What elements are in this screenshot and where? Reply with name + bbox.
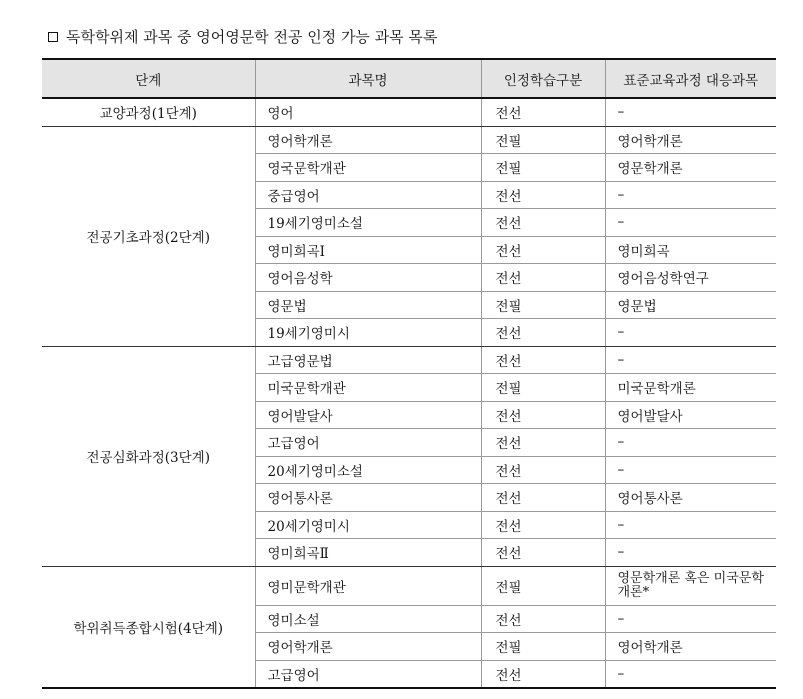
subject-cell: 영어학개론 [255, 126, 481, 154]
subject-cell: 20세기영미시 [255, 511, 481, 539]
table-header-row [42, 59, 776, 98]
equivalent-cell: – [605, 181, 776, 209]
subject-cell: 영문법 [255, 291, 481, 319]
table-row [42, 98, 776, 126]
subject-cell: 19세기영미소설 [255, 209, 481, 237]
header-type: 인정학습구분 [481, 59, 605, 98]
equivalent-cell: – [605, 98, 776, 126]
table-row [42, 346, 776, 374]
stage-cell: 전공심화과정(3단계) [42, 346, 255, 566]
equivalent-cell: 미국문학개론 [605, 374, 776, 402]
type-cell: 전선 [481, 401, 605, 429]
type-cell: 전선 [481, 484, 605, 512]
subject-cell: 미국문학개관 [255, 374, 481, 402]
subject-cell: 고급영어 [255, 429, 481, 457]
type-cell: 전필 [481, 633, 605, 661]
page-title [48, 26, 437, 47]
equivalent-cell: – [605, 209, 776, 237]
equivalent-cell: 영미희곡 [605, 236, 776, 264]
equivalent-cell: 영어학개론 [605, 126, 776, 154]
header-subject: 과목명 [255, 59, 481, 98]
type-cell: 전선 [481, 456, 605, 484]
type-cell: 전선 [481, 539, 605, 567]
type-cell: 전선 [481, 264, 605, 292]
equivalent-cell: – [605, 456, 776, 484]
stage-cell: 전공기초과정(2단계) [42, 126, 255, 346]
subject-cell: 영어학개론 [255, 633, 481, 661]
header-stage: 단계 [42, 59, 255, 98]
equivalent-cell: – [605, 605, 776, 633]
equivalent-cell: 영문학개론 [605, 154, 776, 182]
equivalent-cell: 영문학개론 혹은 미국문학개론* [605, 566, 776, 605]
equivalent-cell: 영어통사론 [605, 484, 776, 512]
subject-cell: 영미문학개관 [255, 566, 481, 605]
type-cell: 전선 [481, 236, 605, 264]
equivalent-cell: – [605, 660, 776, 688]
type-cell: 전필 [481, 154, 605, 182]
checkbox-square-icon [48, 32, 58, 42]
type-cell: 전필 [481, 291, 605, 319]
type-cell: 전선 [481, 181, 605, 209]
equivalent-cell: – [605, 539, 776, 567]
subject-cell: 영국문학개관 [255, 154, 481, 182]
type-cell: 전선 [481, 346, 605, 374]
subject-cell: 19세기영미시 [255, 319, 481, 347]
stage-cell: 학위취득종합시험(4단계) [42, 566, 255, 688]
type-cell: 전선 [481, 209, 605, 237]
type-cell: 전선 [481, 511, 605, 539]
subject-cell: 영미희곡Ⅱ [255, 539, 481, 567]
equivalent-cell: 영어음성학연구 [605, 264, 776, 292]
subject-cell: 중급영어 [255, 181, 481, 209]
subject-cell: 영어 [255, 98, 481, 126]
equivalent-cell: – [605, 511, 776, 539]
equivalent-cell: – [605, 346, 776, 374]
type-cell: 전필 [481, 566, 605, 605]
subject-cell: 20세기영미소설 [255, 456, 481, 484]
subject-cell: 영미소설 [255, 605, 481, 633]
subject-cell: 영미희곡Ⅰ [255, 236, 481, 264]
table-row [42, 566, 776, 605]
type-cell: 전필 [481, 126, 605, 154]
subject-cell: 영어발달사 [255, 401, 481, 429]
table-body [42, 98, 776, 688]
type-cell: 전선 [481, 98, 605, 126]
equivalent-cell: 영문법 [605, 291, 776, 319]
type-cell: 전선 [481, 319, 605, 347]
equivalent-cell: 영어학개론 [605, 633, 776, 661]
subject-cell: 영어통사론 [255, 484, 481, 512]
type-cell: 전선 [481, 429, 605, 457]
header-equivalent: 표준교육과정 대응과목 [605, 59, 776, 98]
subject-cell: 영어음성학 [255, 264, 481, 292]
stage-cell: 교양과정(1단계) [42, 98, 255, 126]
course-table [42, 58, 776, 689]
page-title-text: 독학학위제 과목 중 영어영문학 전공 인정 가능 과목 목록 [66, 28, 438, 46]
equivalent-cell: 영어발달사 [605, 401, 776, 429]
equivalent-cell: – [605, 319, 776, 347]
subject-cell: 고급영어 [255, 660, 481, 688]
type-cell: 전필 [481, 374, 605, 402]
subject-cell: 고급영문법 [255, 346, 481, 374]
equivalent-cell: – [605, 429, 776, 457]
type-cell: 전선 [481, 660, 605, 688]
type-cell: 전선 [481, 605, 605, 633]
table-row [42, 126, 776, 154]
